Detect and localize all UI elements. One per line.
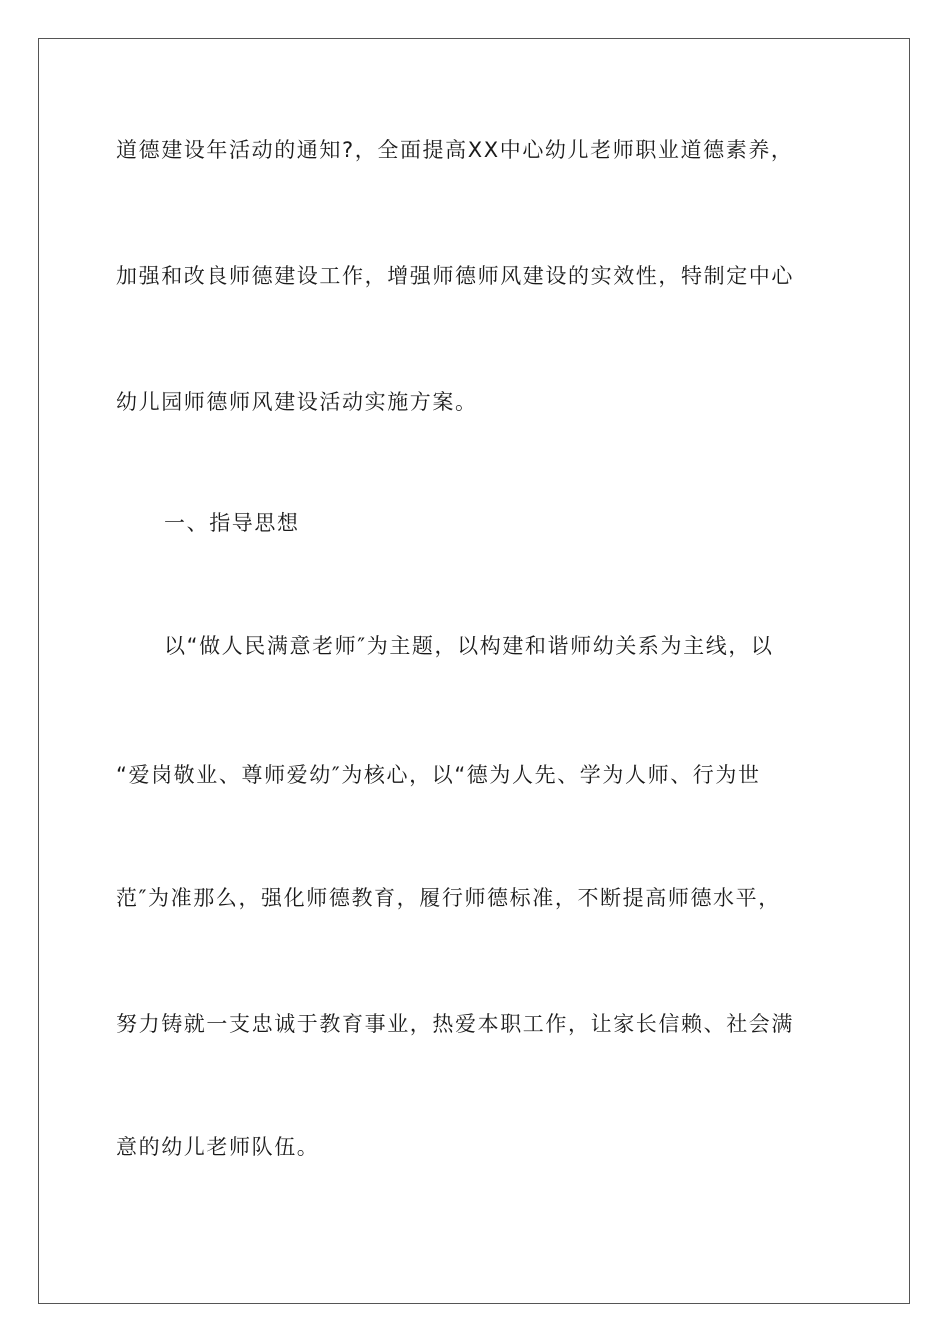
paragraph-1-line-3: 幼儿园师德师风建设活动实施方案。 — [116, 390, 478, 414]
paragraph-1-line-1: 道德建设年活动的通知?，全面提高XX中心幼儿老师职业道德素养， — [116, 138, 794, 162]
paragraph-2-line-5: 意的幼儿老师队伍。 — [116, 1135, 320, 1159]
paragraph-2-line-4: 努力铸就一支忠诚于教育事业，热爱本职工作，让家长信赖、社会满 — [116, 1012, 794, 1036]
paragraph-2-line-2: “爱岗敬业、尊师爱幼″为核心，以“德为人先、学为人师、行为世 — [116, 763, 761, 787]
section-heading: 一、指导思想 — [164, 511, 300, 535]
paragraph-1-line-2: 加强和改良师德建设工作，增强师德师风建设的实效性，特制定中心 — [116, 264, 794, 288]
page-border — [38, 38, 910, 1304]
paragraph-2-line-3: 范″为准那么，强化师德教育，履行师德标准，不断提高师德水平， — [116, 886, 781, 910]
paragraph-2-line-1: 以“做人民满意老师″为主题，以构建和谐师幼关系为主线，以 — [164, 634, 774, 658]
